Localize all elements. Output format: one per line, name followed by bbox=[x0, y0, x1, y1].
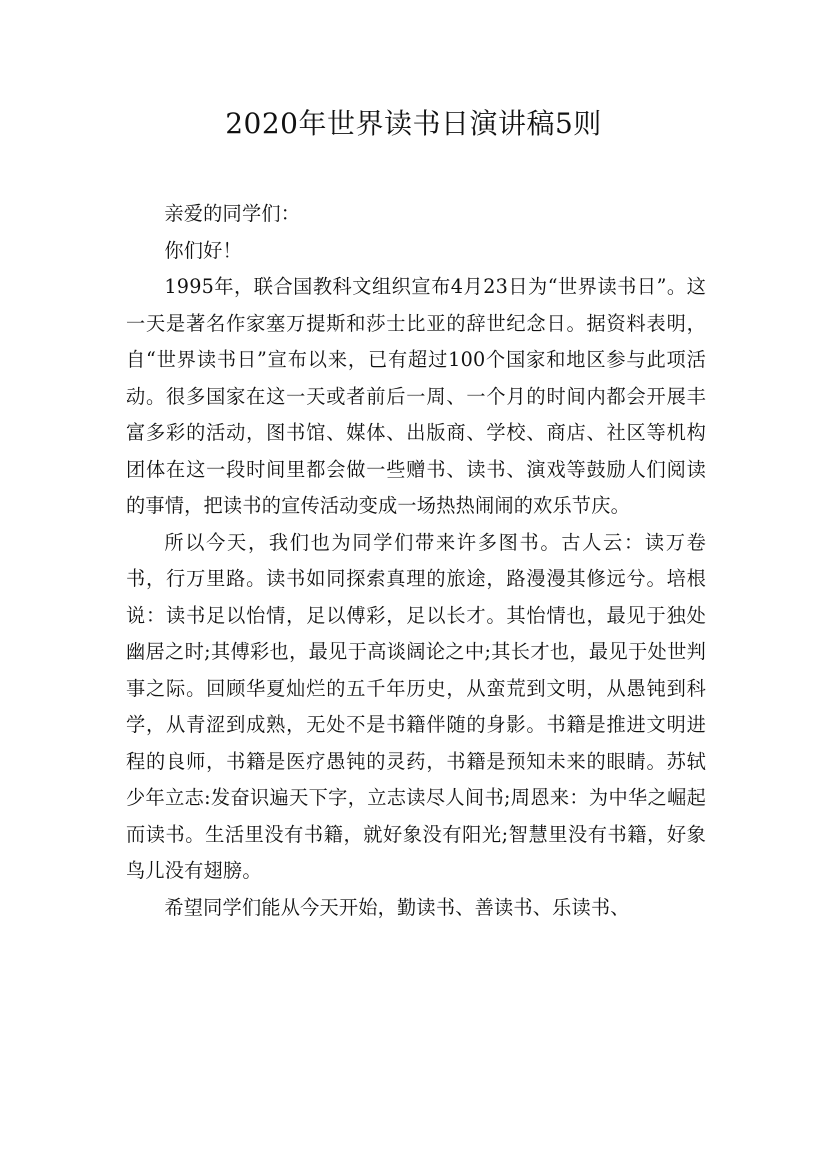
paragraph-greeting: 亲爱的同学们： bbox=[164, 202, 301, 225]
document-body bbox=[126, 196, 706, 926]
paragraph-world-book-day: 1995年，联合国教科文组织宣布4月23日为“世界读书日”。这一天是著名作家塞万提斯和莎士比亚的辞世纪念日。据资料表明，自“世界读书日”宣布以来，已有超过100个国家和地区参与此项活动。很多国家在这一天或者前后一周、一个月的时间内都会开展丰富多彩的活动，图书馆、媒体、出版商、学校、商店、社区等机构团体在这一段时间里都会做一些赠书、读书、演戏等鼓励人们阅读的事情，把读书的宣传活动变成一场热热闹闹的欢乐节庆。 bbox=[126, 275, 706, 517]
document-title: 2020年世界读书日演讲稿5则 bbox=[225, 107, 602, 140]
paragraph-hope: 希望同学们能从今天开始，勤读书、善读书、乐读书、 bbox=[164, 895, 630, 919]
paragraph-reading-value: 所以今天，我们也为同学们带来许多图书。古人云：读万卷书，行万里路。读书如同探索真理的旅途，路漫漫其修远兮。培根说：读书足以怡情，足以傅彩，足以长才。其怡情也，最见于独处幽居之时;其傅彩也，最见于高谈阔论之中;其长才也，最见于处世判事之际。回顾华夏灿烂的五千年历史，从蛮荒到文明，从愚钝到科学，从青涩到成熟，无处不是书籍伴随的身影。书籍是推进文明进程的良师，书籍是医疗愚钝的灵药，书籍是预知未来的眼睛。苏轼少年立志:发奋识遍天下字，立志读尽人间书;周恩来：为中华之崛起而读书。生活里没有书籍，就好象没有阳光;智慧里没有书籍，好象鸟儿没有翅膀。 bbox=[126, 530, 706, 882]
paragraph-hello: 你们好！ bbox=[164, 238, 242, 262]
